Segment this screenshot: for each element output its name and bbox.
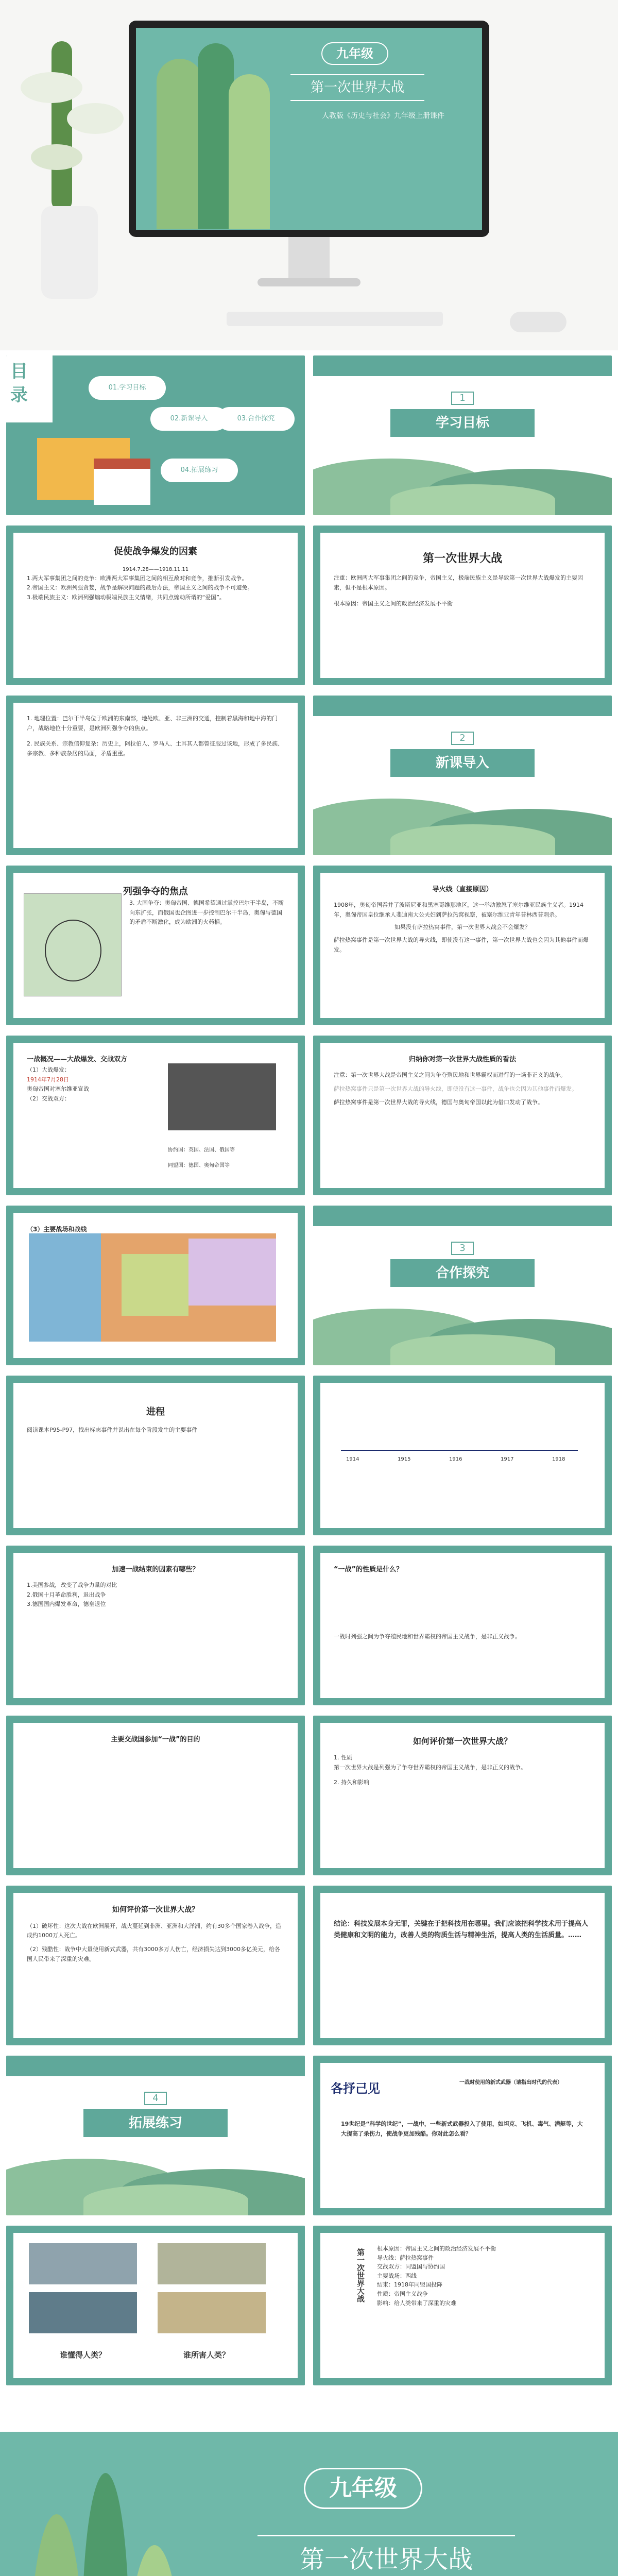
slide-howto	[313, 1716, 612, 1875]
slide-section-3	[313, 1206, 612, 1365]
slide-intro-geo	[6, 696, 305, 855]
quiz-text: 19世纪是“科学的世纪”，一战中，一些新式武器投入了使用，如坦克、飞机、毒气、潜艇等，大大提高了杀伤力，使战争更加残酷。你对此怎么看？	[341, 2121, 583, 2137]
timeline-label: 1914	[346, 1456, 359, 1462]
factor-item: 3.德国国内爆发革命，德皇退位	[27, 1601, 106, 1608]
plane-photo	[29, 2243, 137, 2284]
section-number: 1	[451, 392, 474, 405]
summary-row: 性质：帝国主义战争	[377, 2290, 428, 2297]
slide-title: 促使战争爆发的因素	[114, 546, 197, 557]
howto-item: 第一次世界大战是列强为了争夺世界霸权的帝国主义战争，是非正义的战争。	[334, 1764, 526, 1771]
toc-title: 目录	[10, 361, 28, 405]
submarine-photo	[29, 2292, 137, 2333]
tank-photo	[158, 2243, 266, 2284]
toc-item-1[interactable]: 01.学习目标	[89, 376, 166, 400]
timeline-label: 1916	[449, 1456, 462, 1462]
slide-summary	[313, 2226, 612, 2385]
balkan-map	[24, 893, 122, 996]
summary-row: 影响：给人类带来了深重的灾难	[377, 2299, 456, 2307]
summary-row: 结束：1918年同盟国投降	[377, 2281, 442, 2289]
quiz-title: 各抒己见	[331, 2081, 380, 2096]
monitor-screen	[136, 28, 482, 230]
slide-title: “一战”的性质是什么？	[334, 1566, 403, 1573]
section-number: 2	[451, 732, 474, 745]
outbreak-item: （1）大战爆发：	[27, 1066, 70, 1074]
keyboard	[227, 312, 443, 326]
slide-title: 主要交战国参加“一战”的目的	[111, 1736, 200, 1743]
slide-title: 如何评价第一次世界大战？	[413, 1736, 512, 1746]
fuse-question: 如果没有萨拉热窝事件，第一次世界大战会不会爆发？	[394, 924, 530, 931]
section-title: 拓展练习	[83, 2109, 228, 2137]
goal-line: 注重：欧洲两大军事集团之间的竞争，帝国主义，极端民族主义是导致第一次世界大战爆发的主要因素，但不是根本原因。	[334, 574, 583, 591]
outbreak-date: 1914年7月28日	[27, 1076, 69, 1083]
slide-fuse	[313, 866, 612, 1025]
weapons-caption: 谁所害人类？	[183, 2350, 230, 2360]
summary-row: 主要战场：西线	[377, 2272, 417, 2279]
footer-grade: 九年级	[304, 2468, 422, 2509]
monitor-stand	[288, 237, 330, 278]
cause-item: 2.帝国主义：欧洲列强贪婪，战争是解决问题的最后办法，帝国主义之间的战争不可避免。	[27, 584, 253, 591]
monitor-base	[258, 278, 360, 286]
slide-focus	[6, 866, 305, 1025]
hero-grade: 九年级	[321, 42, 388, 65]
progress-text: 阅读课本P95-P97，找出标志事件并说出在每个阶段发生的主要事件	[27, 1426, 198, 1433]
timeline-label: 1917	[501, 1456, 514, 1462]
toc-item-4[interactable]: 04.拓展练习	[161, 459, 238, 482]
war-photo	[168, 1063, 276, 1130]
timeline-label: 1915	[398, 1456, 411, 1462]
slide-title: 归纳你对第一次世界大战性质的看法	[408, 1056, 516, 1063]
slide-eval	[313, 1036, 612, 1195]
cause-item: 1.两大军事集团之间的竞争：欧洲两大军事集团之间的相互敌对和竞争，推断引发战争。	[27, 574, 248, 582]
slide-outbreak	[6, 1036, 305, 1195]
goal-line: 根本原因：帝国主义之间的政治经济发展不平衡	[334, 600, 453, 607]
summary-side-title: 第一次世界大战	[356, 2248, 365, 2302]
slide-map	[6, 1206, 305, 1365]
footer-title: 第一次世界大战	[258, 2535, 515, 2576]
outbreak-item: （2）交战双方：	[27, 1095, 70, 1103]
slide-section-2	[313, 696, 612, 855]
summary-row: 导火线：萨拉热窝事件	[377, 2254, 434, 2261]
evaluate-item: （1）破坏性：这次大战在欧洲展开，战火蔓延到非洲、亚洲和大洋洲，约有30多个国家卷入战争，造成约1000万人死亡。	[27, 1922, 281, 1939]
fuse-line: 1908年，奥匈帝国吞并了波斯尼亚和黑塞哥维那地区，这一举动激怒了塞尔维亚民族主义者。1914年，奥匈帝国皇位继承人斐迪南大公夫妇到萨拉热窝视察，被塞尔维亚青年普林西普刺杀。	[334, 902, 583, 918]
slide-title: 加速一战结束的因素有哪些？	[112, 1566, 199, 1573]
monitor	[129, 21, 489, 237]
mouse	[510, 312, 566, 332]
slide-nature	[313, 1546, 612, 1705]
focus-text: 3. 大国争夺：奥匈帝国、德国希望通过掌控巴尔干半岛，不断向东扩张，而俄国也企图进一步控制巴尔干半岛，奥匈与德国的矛盾不断激化，成为欧洲的火药桶。	[129, 900, 284, 926]
hero-subtitle: 人教版《历史与社会》九年级上册课件	[322, 112, 444, 120]
slide-title: 进程	[146, 1406, 165, 1417]
slide-weapons	[6, 2226, 305, 2385]
biplane-photo	[158, 2292, 266, 2333]
timeline-axis	[341, 1450, 578, 1451]
cause-item: 3.极端民族主义：欧洲列强煽动极端民族主义情绪，共同点煽动所谓的“爱国”。	[27, 594, 225, 601]
fuse-line: 萨拉热窝事件是第一次世界大战的导火线，即使没有这一事件，第一次世界大战也会因为其他事件而爆发。	[334, 937, 589, 953]
section-title: 新课导入	[390, 749, 535, 777]
slide-title: （3）主要战场和战线	[27, 1226, 87, 1233]
factor-item: 2.俄国十月革命胜利，退出战争	[27, 1591, 106, 1598]
nature-text: 一战时列强之间为争夺殖民地和世界霸权的帝国主义战争，是非正义战争。	[334, 1633, 521, 1640]
section-title: 合作探究	[390, 1259, 535, 1287]
slide-timeline	[313, 1376, 612, 1535]
eval-line: 萨拉热窝事件是第一次世界大战的导火线，德国与奥匈帝国以此为借口发动了战争。	[334, 1099, 543, 1106]
alliance-a: 协约国：英国、法国、俄国等	[168, 1147, 235, 1153]
slide-section-4	[6, 2056, 305, 2215]
summary-row: 根本原因：帝国主义之间的政治经济发展不平衡	[377, 2245, 496, 2252]
conclusion-text: 结论：科技发展本身无罪，关键在于把科技用在哪里。我们应该把科学技术用于提高人类健康和文明的能力，改善人类的物质生活与精神生活，提高人类的生活质量。……	[334, 1920, 589, 1940]
section-number: 4	[144, 2092, 167, 2105]
slide-title: 导火线（直接原因）	[432, 886, 493, 893]
europe-map	[29, 1233, 276, 1342]
intro-item: 1. 地理位置：巴尔干半岛位于欧洲的东南部，地处欧、亚、非三洲的交通，控制着黑海和地中海的门户，战略地位十分重要，是欧洲列强争夺的焦点。	[27, 715, 278, 732]
howto-item: 2. 持久和影响	[334, 1778, 369, 1786]
evaluate-item: （2）残酷性：战争中大量使用新式武器，共有3000多万人伤亡，经济损失达到3000多亿美元，给各国人民带来了深重的灾难。	[27, 1946, 280, 1962]
alliance-b: 同盟国：德国、奥匈帝国等	[168, 1163, 230, 1168]
timeline-label: 1918	[552, 1456, 565, 1462]
vase	[41, 206, 98, 299]
slide-title: 如何评价第一次世界大战？	[112, 1906, 199, 1914]
outbreak-item: 奥匈帝国对塞尔维亚宣战	[27, 1086, 89, 1093]
slide-title: 一战概况——大战爆发、交战双方	[27, 1056, 128, 1063]
intro-item: 2. 民族关系、宗教信仰复杂：历史上，阿拉伯人、罗马人、土耳其人都曾征服过该地，形成了多民族、多宗教、多种族杂居的局面，矛盾重重。	[27, 740, 283, 757]
hero-mockup	[0, 0, 618, 350]
slide-conclusion	[313, 1886, 612, 2045]
slide-goal	[313, 526, 612, 685]
quiz-subtitle: 一战时使用的新式武器（请指出时代的代表）	[459, 2080, 562, 2086]
slide-toc	[6, 355, 305, 515]
slide-progress	[6, 1376, 305, 1535]
factor-item: 1.美国参战，改变了战争力量的对比	[27, 1582, 117, 1589]
section-number: 3	[451, 1242, 474, 1255]
eval-line: 萨拉热窝事件只是第一次世界大战的导火线，即使没有这一事件，战争也会因为其他事件而爆发。	[334, 1085, 577, 1092]
toc-item-3[interactable]: 03.合作探究	[217, 407, 295, 431]
slide-evaluate2	[6, 1886, 305, 2045]
slide-belligerents	[6, 1716, 305, 1875]
toc-item-2[interactable]: 02.新课导入	[150, 407, 228, 431]
weapons-caption: 谁懂得人类？	[60, 2350, 107, 2360]
plant-illustration	[21, 41, 124, 216]
eval-line: 注意：第一次世界大战是帝国主义之间为争夺殖民地和世界霸权而进行的一场非正义的战争。	[334, 1072, 566, 1079]
section-title: 学习目标	[390, 409, 535, 437]
slide-section-1	[313, 355, 612, 515]
slide-title: 列强争夺的焦点	[123, 886, 188, 897]
slide-title: 第一次世界大战	[422, 552, 502, 565]
howto-item: 1. 性质	[334, 1754, 352, 1761]
summary-row: 交战双方：同盟国与协约国	[377, 2263, 445, 2270]
slide-causes	[6, 526, 305, 685]
slide-factors	[6, 1546, 305, 1705]
date-range: 1914.7.28——1918.11.11	[122, 566, 189, 572]
slide-quiz	[313, 2056, 612, 2215]
hero-title: 第一次世界大战	[290, 74, 424, 101]
footer-cover	[0, 2432, 618, 2576]
